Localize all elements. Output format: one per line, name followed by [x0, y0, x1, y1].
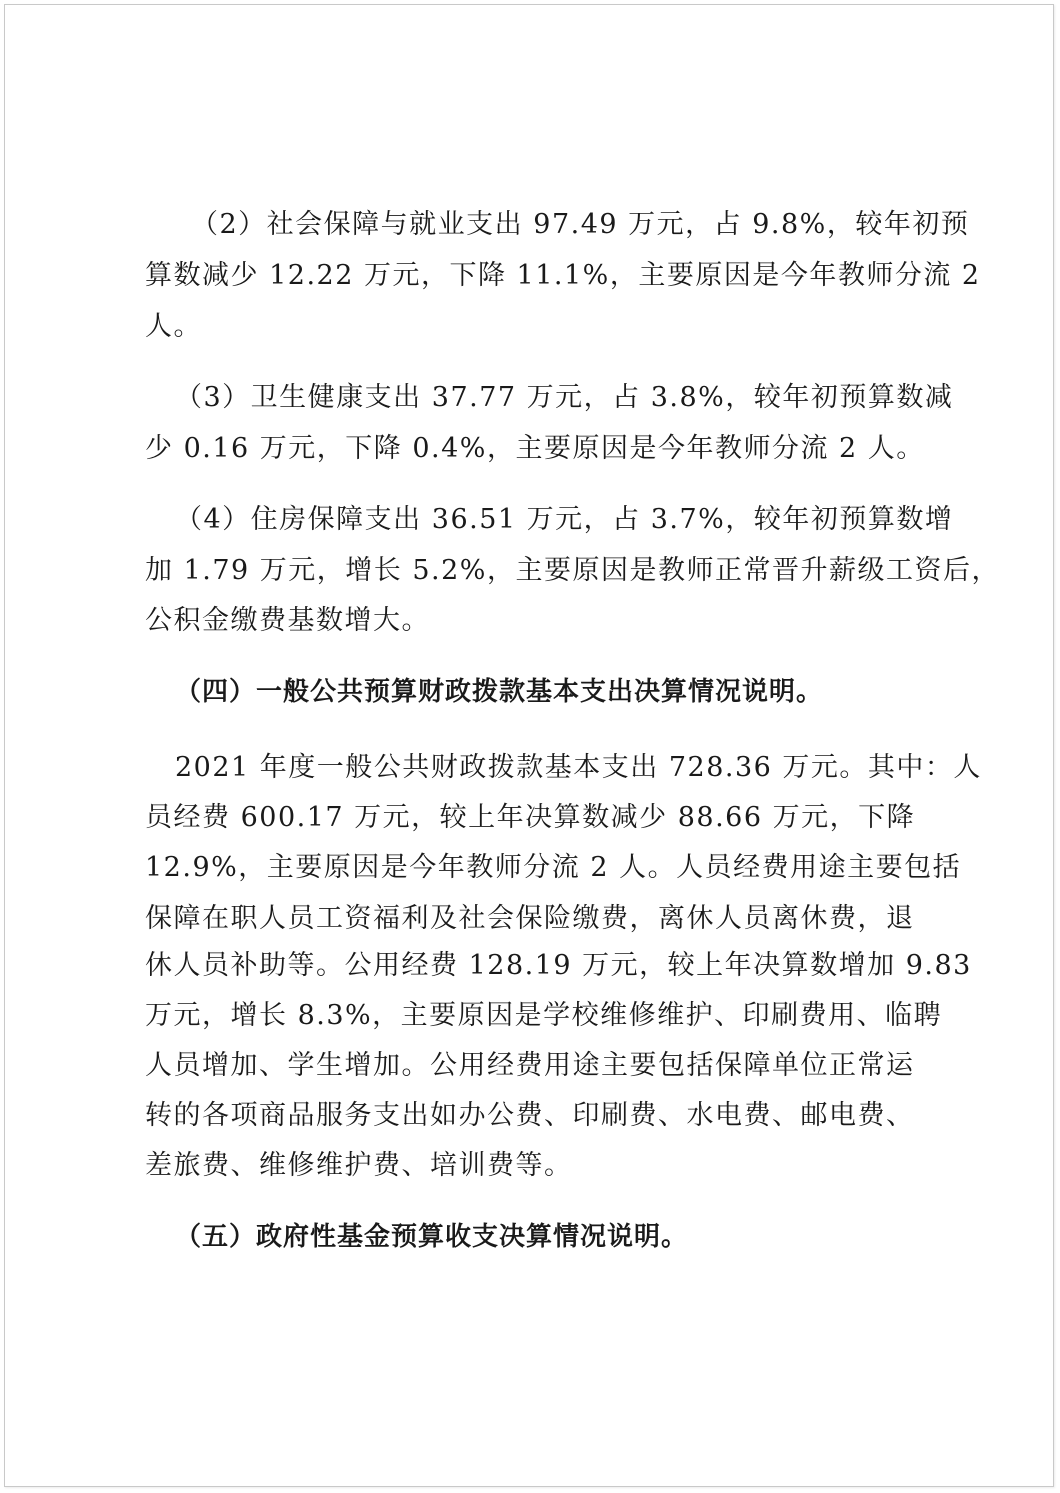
text-line: （3）卫生健康支出 37.77 万元，占 3.8%，较年初预算数减 — [175, 382, 954, 413]
text-line: 休人员补助等。公用经费 128.19 万元，较上年决算数增加 9.83 — [145, 950, 972, 981]
text-line: 转的各项商品服务支出如办公费、印刷费、水电费、邮电费、 — [145, 1100, 915, 1131]
text-line: 差旅费、维修维护费、培训费等。 — [145, 1150, 573, 1181]
text-line: 员经费 600.17 万元，较上年决算数减少 88.66 万元，下降 — [145, 802, 916, 833]
text-line: 12.9%，主要原因是今年教师分流 2 人。人员经费用途主要包括 — [145, 852, 962, 883]
text-line: 保障在职人员工资福利及社会保险缴费，离休人员离休费，退 — [145, 903, 915, 934]
text-line: （2）社会保障与就业支出 97.49 万元，占 9.8%，较年初预 — [191, 209, 970, 240]
text-line: 万元，增长 8.3%，主要原因是学校维修维护、印刷费用、临聘 — [145, 1000, 943, 1031]
section-heading: （四）一般公共预算财政拨款基本支出决算情况说明。 — [175, 677, 824, 707]
text-line: 2021 年度一般公共财政拨款基本支出 728.36 万元。其中：人 — [175, 752, 982, 783]
section-heading: （五）政府性基金预算收支决算情况说明。 — [175, 1222, 689, 1252]
text-line: （4）住房保障支出 36.51 万元，占 3.7%，较年初预算数增 — [175, 504, 954, 535]
text-line: 加 1.79 万元，增长 5.2%，主要原因是教师正常晋升薪级工资后， — [145, 555, 1000, 586]
text-line: 少 0.16 万元，下降 0.4%，主要原因是今年教师分流 2 人。 — [145, 433, 925, 464]
text-line: 算数减少 12.22 万元，下降 11.1%，主要原因是今年教师分流 2 — [145, 260, 981, 291]
text-line: 公积金缴费基数增大。 — [145, 605, 430, 636]
document-page — [4, 4, 1054, 1487]
text-line: 人。 — [145, 311, 202, 342]
text-line: 人员增加、学生增加。公用经费用途主要包括保障单位正常运 — [145, 1050, 915, 1081]
